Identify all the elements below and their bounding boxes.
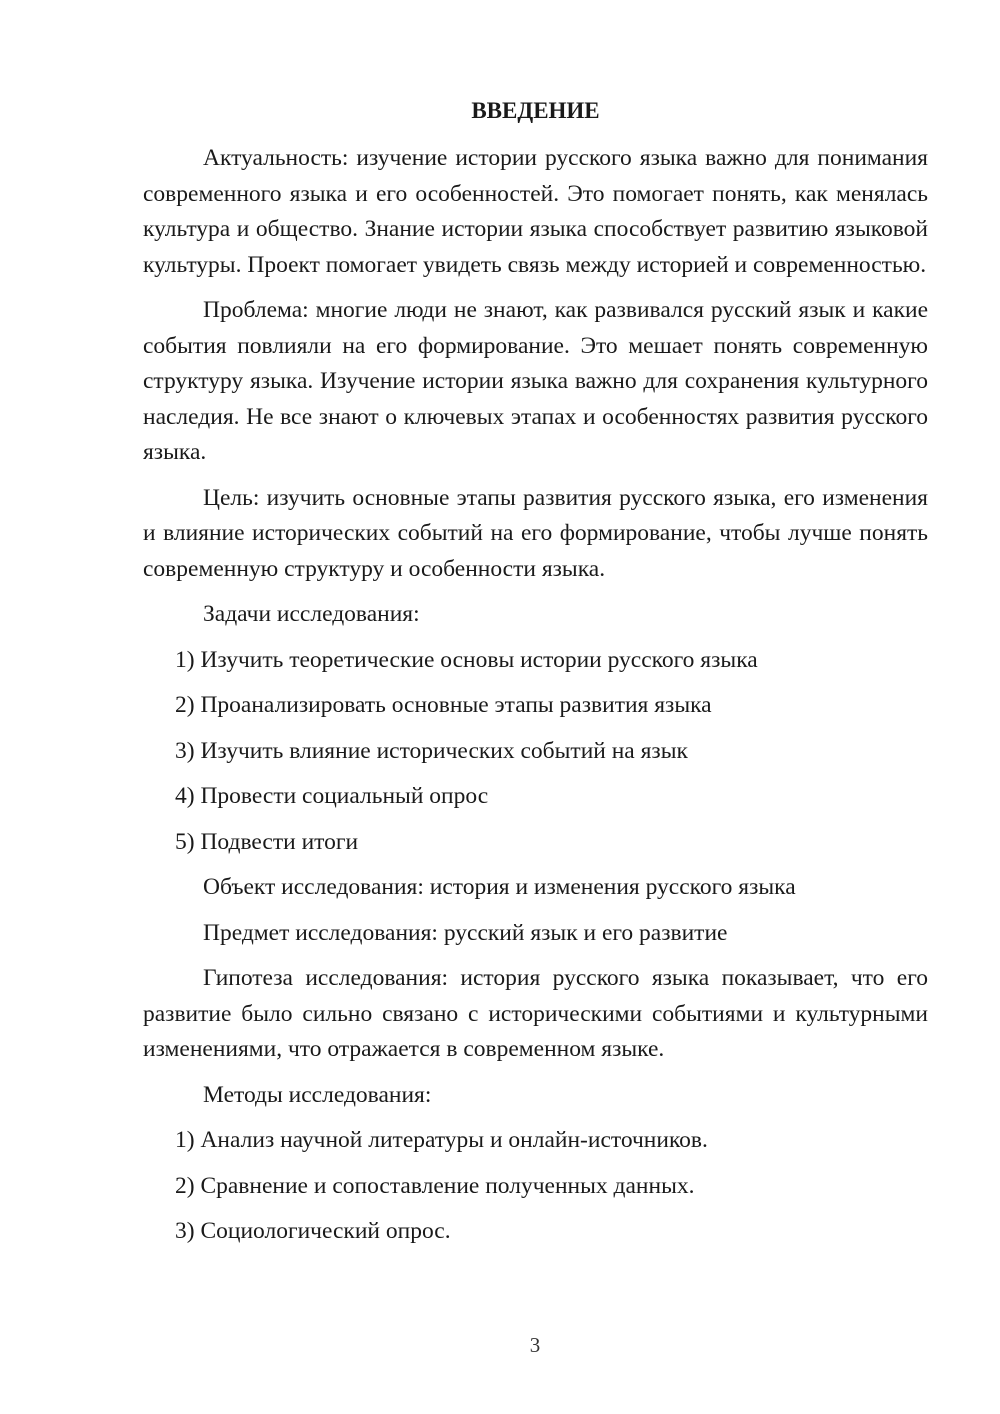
problem-paragraph: Проблема: многие люди не знают, как развивался русский язык и какие события повлияли на его формирование. Это мешает понять современную структуру языка. Изучение истории языка важно для сохранения культурного наследия. Не все знают о ключевых этапах и особенностях развития русского языка. bbox=[143, 297, 928, 465]
page-number: 3 bbox=[529, 1333, 541, 1357]
methods-list bbox=[143, 1123, 928, 1250]
page-title: ВВЕДЕНИЕ bbox=[471, 98, 600, 123]
document-page bbox=[143, 95, 928, 1260]
methods-label: Методы исследования: bbox=[203, 1081, 432, 1108]
tasks-label: Задачи исследования: bbox=[203, 601, 420, 627]
research-object: Объект исследования: история и изменения русского языка bbox=[203, 874, 796, 900]
list-item: 5) Подвести итоги bbox=[175, 828, 359, 855]
relevance-paragraph: Актуальность: изучение истории русского языка важно для понимания современного языка и его особенностей. Это помогает понять, как менялась культура и общество. Знание истории языка способствует развитию языковой культуры. Проект помогает увидеть связь между историей и современностью. bbox=[143, 145, 928, 278]
research-subject: Предмет исследования: русский язык и его развитие bbox=[203, 919, 728, 946]
list-item: 1) Анализ научной литературы и онлайн-источников. bbox=[175, 1127, 708, 1153]
goal-paragraph: Цель: изучить основные этапы развития русского языка, его изменения и влияние исторических событий на его формирование, чтобы лучше понять современную структуру и особенности языка. bbox=[143, 484, 928, 582]
tasks-list bbox=[143, 643, 928, 861]
list-item: 4) Провести социальный опрос bbox=[175, 783, 489, 809]
list-item: 3) Изучить влияние исторических событий на язык bbox=[175, 737, 688, 764]
hypothesis-paragraph: Гипотеза исследования: история русского языка показывает, что его развитие было сильно связано с историческими событиями и культурными изменениями, что отражается в современном языке. bbox=[143, 965, 928, 1062]
list-item: 1) Изучить теоретические основы истории русского языка bbox=[175, 646, 758, 673]
list-item: 2) Сравнение и сопоставление полученных данных. bbox=[175, 1172, 695, 1199]
list-item: 2) Проанализировать основные этапы развития языка bbox=[175, 692, 712, 718]
list-item: 3) Социологический опрос. bbox=[175, 1218, 451, 1244]
